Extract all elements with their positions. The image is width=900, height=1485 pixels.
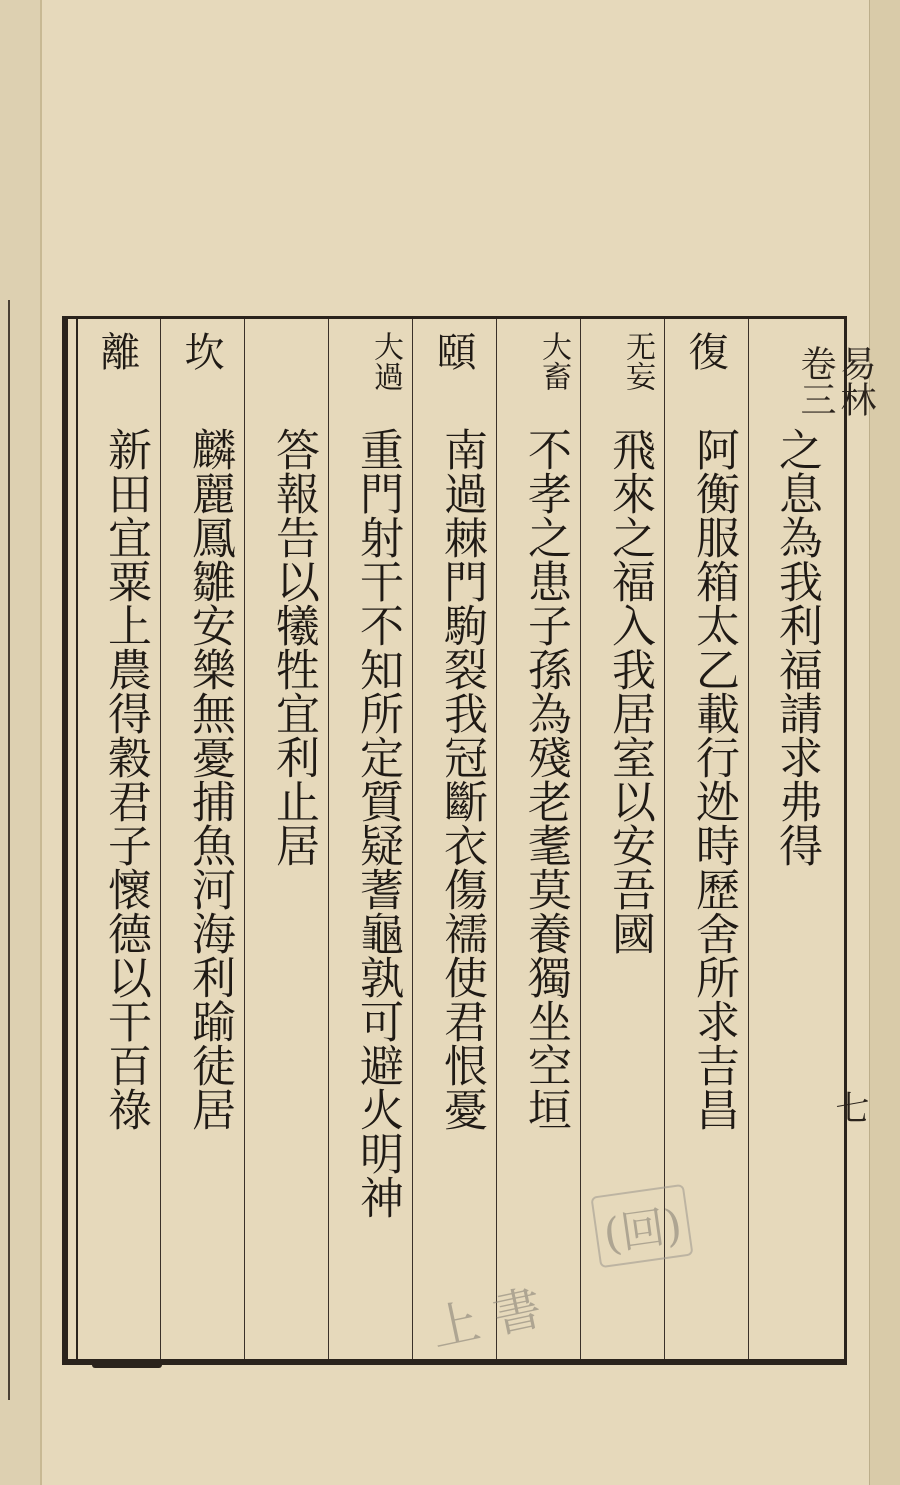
hexagram-name: 大畜 xyxy=(536,331,571,391)
column-divider xyxy=(580,319,581,1359)
hexagram-name: 離 xyxy=(94,331,140,371)
seal-stamp: (回) xyxy=(590,1184,693,1268)
verse-text: 麟麗鳳雛安樂無憂捕魚河海利踰徒居 xyxy=(184,427,235,1131)
hexagram-name: 坎 xyxy=(178,331,224,371)
verse-text: 重門射干不知所定質疑蓍龜孰可避火明神 xyxy=(352,427,403,1219)
hexagram-name: 復 xyxy=(682,331,728,371)
column-divider xyxy=(160,319,161,1359)
library-stamp: 上 書 xyxy=(426,1279,547,1358)
verse-text: 新田宜粟上農得穀君子懷德以干百祿 xyxy=(100,427,151,1131)
verse-text: 之息為我利福請求弗得 xyxy=(771,427,822,867)
book-title xyxy=(795,345,876,417)
column-divider xyxy=(412,319,413,1359)
hexagram-name: 頤 xyxy=(430,331,476,371)
page-number: 七 xyxy=(829,1090,869,1124)
inner-border xyxy=(76,319,78,1359)
column-divider xyxy=(244,319,245,1359)
verse-text: 飛來之福入我居室以安吾國 xyxy=(604,427,655,955)
verse-text: 阿衡服箱太乙載行迯時歷舍所求吉昌 xyxy=(688,427,739,1131)
previous-page-edge xyxy=(0,0,42,1485)
verse-text: 不孝之患子孫為殘老耄莫養獨坐空垣 xyxy=(520,427,571,1131)
printing-mark xyxy=(92,1362,162,1368)
book-title-text: 易林 xyxy=(835,345,876,417)
verse-text: 南過棘門駒裂我冠斷衣傷襦使君恨憂 xyxy=(436,427,487,1131)
next-page-edge xyxy=(869,0,900,1485)
column-divider xyxy=(748,319,749,1359)
hexagram-name: 大過 xyxy=(368,331,403,391)
column-divider xyxy=(496,319,497,1359)
volume-label: 卷三 xyxy=(795,345,836,417)
text-frame xyxy=(62,316,847,1365)
verse-text: 答報告以犧牲宜利止居 xyxy=(268,427,319,867)
hexagram-name: 无妄 xyxy=(620,331,655,391)
column-divider xyxy=(328,319,329,1359)
